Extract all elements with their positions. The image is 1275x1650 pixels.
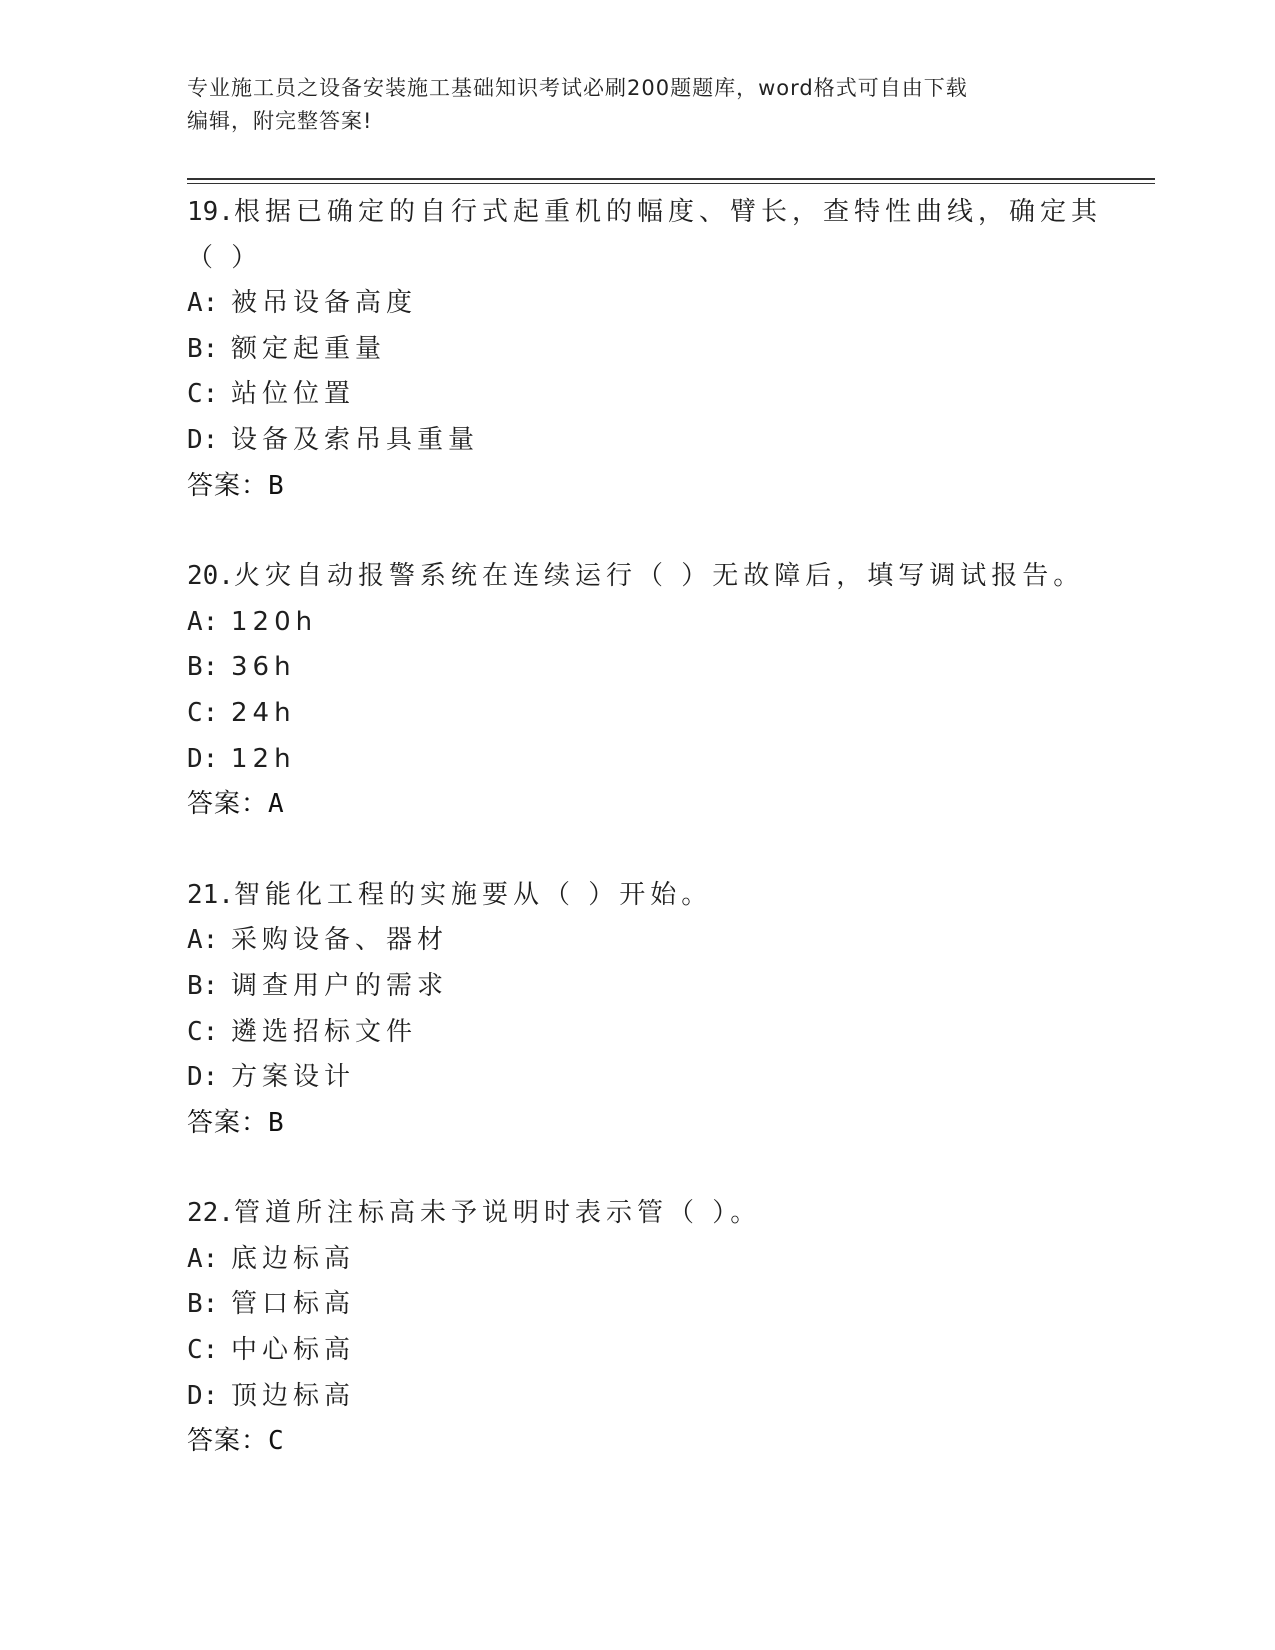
question-number: 21.: [187, 879, 234, 910]
question-stem: [187, 1191, 1107, 1237]
option-d: [187, 1374, 1107, 1420]
option-text: 120h: [231, 606, 318, 637]
answer-line: [187, 1419, 1107, 1465]
question-number: 20.: [187, 561, 234, 592]
question-20: [187, 554, 1107, 828]
option-a: [187, 1237, 1107, 1283]
question-19: [187, 190, 1107, 509]
question-number: 22.: [187, 1198, 234, 1229]
option-text: 中心标高: [231, 1335, 356, 1366]
option-c: [187, 1010, 1107, 1056]
answer-value: C: [268, 1426, 285, 1457]
option-letter: B:: [187, 970, 219, 1001]
option-letter: A:: [187, 1243, 219, 1274]
option-b: [187, 964, 1107, 1010]
option-text: 被吊设备高度: [231, 288, 418, 319]
answer-value: B: [268, 1107, 285, 1138]
question-stem: [187, 873, 1107, 919]
option-letter: D:: [187, 1380, 219, 1411]
option-text: 顶边标高: [231, 1380, 356, 1411]
option-letter: A:: [187, 288, 219, 319]
option-letter: D:: [187, 743, 219, 774]
question-stem: [187, 190, 1107, 281]
option-text: 遴选招标文件: [231, 1016, 418, 1047]
option-b: [187, 1282, 1107, 1328]
option-letter: B:: [187, 652, 219, 683]
option-text: 底边标高: [231, 1243, 356, 1274]
option-c: [187, 1328, 1107, 1374]
option-letter: C:: [187, 1335, 219, 1366]
option-text: 设备及索吊具重量: [231, 424, 480, 455]
page-header: [187, 72, 1087, 138]
question-text: 管道所注标高未予说明时表示管（ ）。: [233, 1198, 762, 1229]
page-title-line-2: 编辑，附完整答案!: [187, 109, 373, 133]
option-a: [187, 281, 1107, 327]
header-divider: [187, 178, 1155, 184]
option-letter: B:: [187, 1289, 219, 1320]
option-text: 36h: [231, 652, 296, 683]
option-letter: C:: [187, 697, 219, 728]
question-list: [187, 190, 1107, 1510]
option-letter: A:: [187, 925, 219, 956]
option-d: [187, 737, 1107, 783]
question-21: [187, 873, 1107, 1147]
option-a: [187, 600, 1107, 646]
option-letter: B:: [187, 333, 219, 364]
question-text: 火灾自动报警系统在连续运行（ ）无故障后，填写调试报告。: [233, 561, 1085, 592]
answer-label: 答案：: [187, 1107, 269, 1138]
answer-label: 答案：: [187, 1426, 269, 1457]
answer-line: [187, 1101, 1107, 1147]
option-letter: A:: [187, 606, 219, 637]
option-letter: C:: [187, 1016, 219, 1047]
option-text: 站位位置: [231, 379, 356, 410]
answer-value: B: [268, 470, 285, 501]
question-text: 智能化工程的实施要从（ ）开始。: [233, 879, 713, 910]
question-stem: [187, 554, 1107, 600]
answer-line: [187, 782, 1107, 828]
option-b: [187, 645, 1107, 691]
question-number: 19.: [187, 197, 234, 227]
answer-value: A: [268, 789, 285, 820]
option-a: [187, 918, 1107, 964]
option-letter: C:: [187, 379, 219, 410]
answer-label: 答案：: [187, 789, 269, 820]
option-d: [187, 418, 1107, 464]
option-text: 24h: [231, 697, 296, 728]
answer-line: [187, 464, 1107, 510]
option-text: 管口标高: [231, 1289, 356, 1320]
option-b: [187, 327, 1107, 373]
option-text: 采购设备、器材: [231, 925, 449, 956]
option-c: [187, 372, 1107, 418]
option-text: 12h: [231, 743, 296, 774]
question-text: 根据已确定的自行式起重机的幅度、臂长，查特性曲线，确定其（ ）: [187, 197, 1102, 273]
page-title-line-1: 专业施工员之设备安装施工基础知识考试必刷200题题库，word格式可自由下载: [187, 76, 968, 100]
option-text: 额定起重量: [231, 333, 387, 364]
option-c: [187, 691, 1107, 737]
option-letter: D:: [187, 1062, 219, 1093]
answer-label: 答案：: [187, 470, 269, 501]
option-d: [187, 1055, 1107, 1101]
option-text: 调查用户的需求: [231, 970, 449, 1001]
question-22: [187, 1191, 1107, 1465]
option-text: 方案设计: [231, 1062, 356, 1093]
option-letter: D:: [187, 424, 219, 455]
